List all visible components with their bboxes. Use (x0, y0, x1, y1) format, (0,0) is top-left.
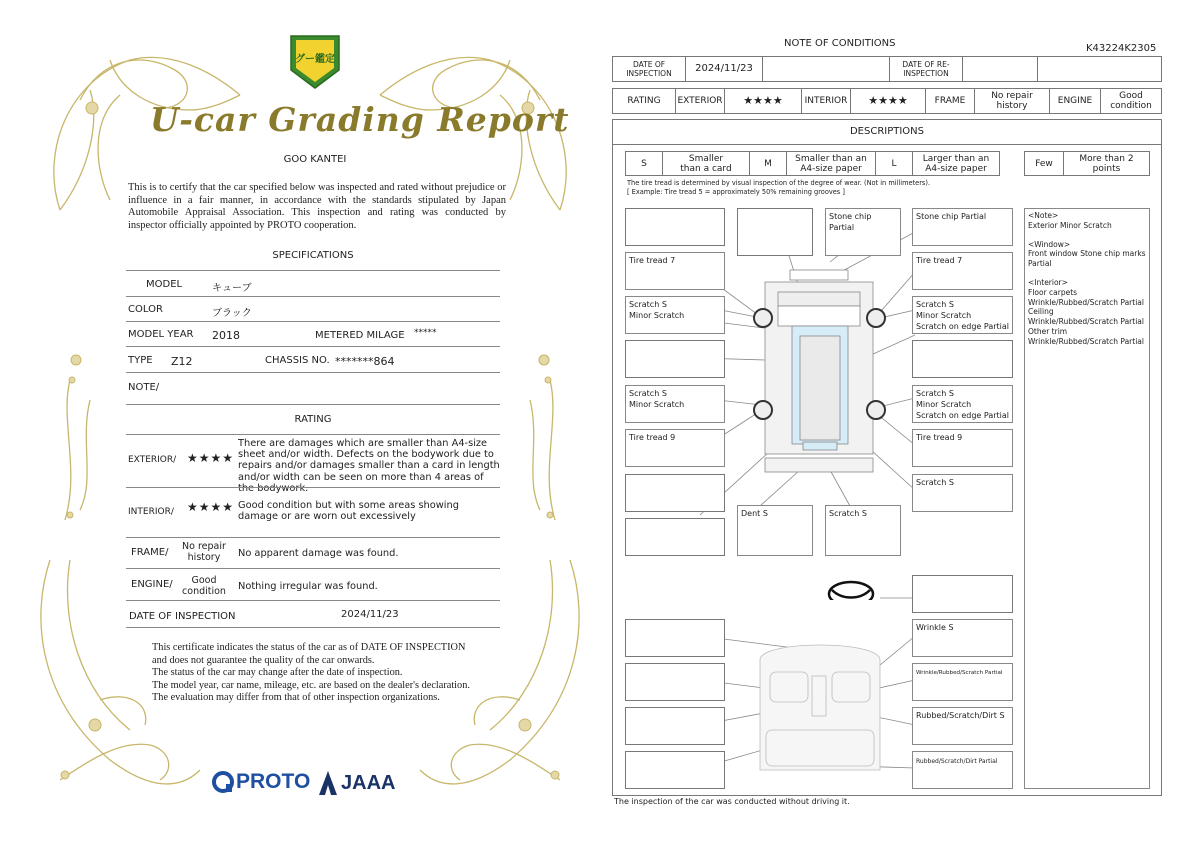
exterior-stars: ★★★★ (724, 88, 802, 114)
interior-stars: ★★★★ (187, 500, 235, 514)
diagram-box (625, 474, 725, 512)
steering-wheel-icon (829, 582, 873, 600)
tire-note-1: The tire tread is determined by visual inspection of the degree of wear. (Not in millimeters). (627, 179, 931, 187)
interior-stars: ★★★★ (850, 88, 926, 114)
date-of-reinspection-label: DATE OF RE-INSPECTION (889, 56, 963, 82)
frame-value: No repair history (974, 88, 1050, 114)
note-line: Wrinkle/Rubbed/Scratch Partial (1028, 317, 1144, 327)
note-line: Wrinkle/Rubbed/Scratch Partial (1028, 336, 1144, 346)
label-stone-chip: Stone chip Partial (825, 208, 901, 256)
date-of-inspection-value: 2024/11/23 (685, 56, 763, 82)
label-right-rear (912, 385, 1013, 423)
note-line: Wrinkle/Rubbed/Scratch Partial (1028, 297, 1144, 307)
metered-label: METERED MILAGE (315, 330, 405, 341)
label-rear-scratch: Scratch S (825, 505, 901, 556)
label-line: Scratch S (916, 300, 954, 309)
model-year-label: MODEL YEAR (128, 329, 194, 340)
notes-box (1024, 208, 1150, 789)
note-line: Ceiling (1028, 307, 1054, 317)
label-dent: Dent S (737, 505, 813, 556)
label-interior-wrinkle: Wrinkle S (912, 619, 1013, 657)
label-rear-right: Scratch S (912, 474, 1013, 512)
label-interior-rsd-s: Rubbed/Scratch/Dirt S (912, 707, 1013, 745)
date-label: DATE OF INSPECTION (129, 611, 236, 622)
diagram-box (625, 208, 725, 246)
label-left-rear (625, 385, 725, 423)
label-tire-front-left: Tire tread 7 (625, 252, 725, 290)
label-tire-rear-right: Tire tread 9 (912, 429, 1013, 467)
engine-label: ENGINE (1049, 88, 1101, 114)
label-line: Minor Scratch (916, 400, 972, 409)
tire-note-2: [ Example: Tire tread 5 = approximately 50% remaining grooves ] (627, 188, 845, 196)
label-stone-chip: Stone chip Partial (912, 208, 1013, 246)
label-line: Scratch on edge Partial (916, 411, 1010, 420)
engine-value: Good condition (182, 575, 226, 597)
label-interior-wrs: Wrinkle/Rubbed/Scratch Partial (912, 663, 1013, 701)
label-line: Scratch on edge Partial (916, 322, 1010, 331)
date-blank (762, 56, 890, 82)
certificate-subtitle: GOO KANTEI (283, 154, 347, 165)
legend-few-desc: More than 2 points (1063, 151, 1150, 176)
note-line: Exterior Minor Scratch (1028, 220, 1112, 230)
note-line: Floor carpets (1028, 287, 1078, 297)
proto-logo-text: PROTO (236, 770, 311, 793)
sheet-title: NOTE OF CONDITIONS (784, 38, 896, 49)
specifications-heading: SPECIFICATIONS (272, 250, 354, 261)
exterior-label: EXTERIOR (675, 88, 725, 114)
reference-number: K43224K2305 (1086, 43, 1157, 54)
interior-label: INTERIOR (801, 88, 851, 114)
model-value: キューブ (212, 283, 252, 294)
date-value: 2024/11/23 (341, 609, 399, 620)
diagram-box (737, 208, 813, 256)
note-line: Other trim (1028, 326, 1068, 336)
label-line: Scratch S (916, 389, 954, 398)
model-year-value: 2018 (212, 329, 240, 342)
diagram-box (625, 518, 725, 556)
color-value: ブラック (212, 308, 252, 319)
diagram-box (912, 340, 1013, 378)
label-line: Minor Scratch (629, 311, 685, 320)
legend-m-desc: Smaller than an A4-size paper (786, 151, 876, 176)
frame-label: FRAME/ (131, 547, 169, 558)
legend-l-desc: Larger than an A4-size paper (912, 151, 1000, 176)
footer-line: The model year, car name, mileage, etc. are based on the dealer's declaration. (152, 679, 470, 691)
label-line: Scratch S (629, 300, 667, 309)
label-line: Minor Scratch (629, 400, 685, 409)
exterior-stars: ★★★★ (187, 451, 235, 465)
sheet-footer: The inspection of the car was conducted without driving it. (614, 797, 850, 806)
date-of-inspection-label: DATE OF INSPECTION (612, 56, 686, 82)
rating-heading: RATING (294, 414, 332, 425)
interior-desc: Good condition but with some areas showing damage or are worn out excessively (238, 500, 459, 523)
metered-value: ***** (414, 328, 437, 338)
descriptions-heading: DESCRIPTIONS (612, 119, 1162, 145)
engine-desc: Nothing irregular was found. (238, 581, 378, 592)
engine-value: Good condition (1100, 88, 1162, 114)
legend-l: L (875, 151, 913, 176)
legend-m: M (749, 151, 787, 176)
interior-label: INTERIOR/ (128, 507, 174, 517)
legend-s: S (625, 151, 663, 176)
diagram-box (625, 619, 725, 657)
type-value: Z12 (171, 355, 193, 368)
label-line: Scratch S (629, 389, 667, 398)
jaaa-logo-text: JAAA (341, 771, 396, 794)
footer-line: The status of the car may change after the date of inspection. (152, 667, 403, 678)
color-label: COLOR (128, 304, 163, 315)
exterior-desc: There are damages which are smaller than A4-size sheet and/or width. Defects on the bodywork due to repairs and/or damages smaller than a card in length and/or width can be seen on more than 4 areas of the bodywork. (238, 438, 500, 494)
frame-value: No repair history (182, 541, 226, 563)
frame-label: FRAME (925, 88, 975, 114)
diagram-box (912, 575, 1013, 613)
label-tire-rear-left: Tire tread 9 (625, 429, 725, 467)
certificate-intro: This is to certify that the car specified below was inspected and rated without prejudice or influence in a fair manner, in accordance with the standards stipulated by Japan Automobile Appraisal Association. This inspection and rating was conducted by inspector officially appointed by PROTO cooperation. (128, 182, 506, 231)
reinspection-value (962, 56, 1038, 82)
note-label: NOTE/ (128, 382, 160, 393)
label-right-front (912, 296, 1013, 334)
interior-heading: <Interior> (1028, 277, 1068, 287)
certificate-title: U-car Grading Report (150, 100, 570, 139)
label-left-front (625, 296, 725, 334)
badge-text: グー鑑定 (295, 54, 335, 65)
label-interior-rsd-p: Rubbed/Scratch/Dirt Partial (912, 751, 1013, 789)
diagram-box (625, 751, 725, 789)
frame-desc: No apparent damage was found. (238, 548, 399, 559)
legend-s-desc: Smaller than a card (662, 151, 750, 176)
footer-line: The evaluation may differ from that of other inspection organizations. (152, 692, 440, 703)
footer-line: This certificate indicates the status of the car as of DATE OF INSPECTION and does not guarantee the quality of the car onwards. (152, 642, 466, 666)
diagram-box (625, 663, 725, 701)
diagram-box (625, 340, 725, 378)
type-label: TYPE (128, 355, 153, 366)
engine-label: ENGINE/ (131, 579, 173, 590)
reinspection-blank (1037, 56, 1162, 82)
note-line: Front window Stone chip marks Partial (1028, 249, 1146, 269)
label-line: Minor Scratch (916, 311, 972, 320)
exterior-label: EXTERIOR/ (128, 455, 177, 465)
model-label: MODEL (146, 279, 183, 290)
chassis-value: *******864 (335, 355, 395, 368)
label-tire-front-right: Tire tread 7 (912, 252, 1013, 290)
legend-few: Few (1024, 151, 1064, 176)
diagram-box (625, 707, 725, 745)
window-heading: <Window> (1028, 239, 1071, 249)
note-heading: <Note> (1028, 211, 1059, 220)
rating-row-label: RATING (612, 88, 676, 114)
chassis-label: CHASSIS NO. (265, 355, 330, 366)
